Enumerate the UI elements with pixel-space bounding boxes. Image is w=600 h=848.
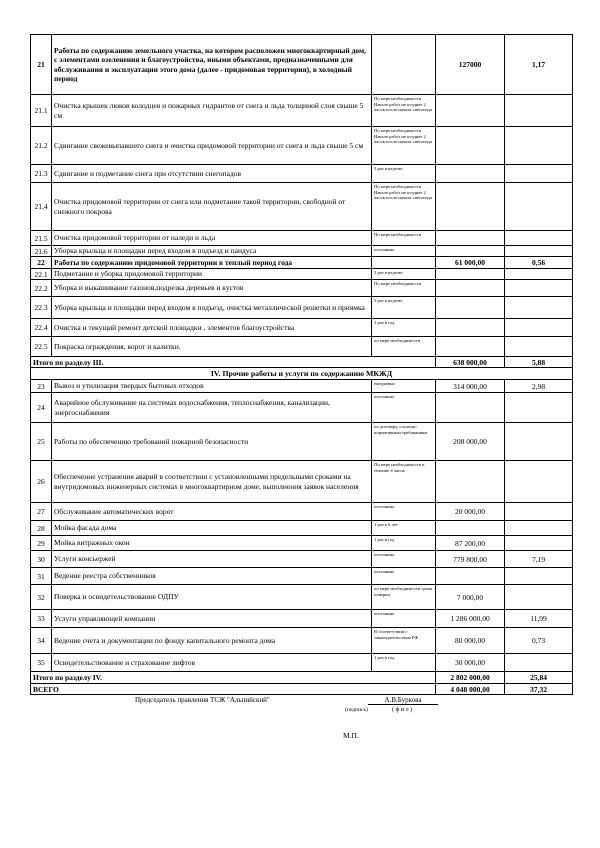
chairman-title: Председатель правления ТСЖ "Альпийский" (135, 696, 270, 704)
row-number: 29 (31, 536, 52, 551)
table-row (31, 610, 573, 628)
signature-caption: (подпись) (345, 707, 368, 713)
service-name: Сдвигание и подметание снега при отсутствии снегопадов (52, 165, 372, 183)
rate-per-sqm (505, 183, 573, 231)
service-periodicity: По мере необходимости (372, 231, 436, 246)
table-row (31, 231, 573, 246)
rate-per-sqm (505, 654, 573, 672)
table-row (31, 297, 573, 319)
service-periodicity: 5 раз в неделю (372, 297, 436, 319)
service-periodicity: постоянно (372, 551, 436, 568)
rate-per-sqm: 11,99 (505, 610, 573, 628)
rate-per-sqm (505, 393, 573, 423)
annual-cost: 1 286 000,00 (436, 610, 505, 628)
annual-cost: 208 000,00 (436, 423, 505, 461)
annual-cost (436, 127, 505, 165)
service-name: Услуги управляющей компании (52, 610, 372, 628)
service-periodicity: В соответствии с законодательством РФ (372, 628, 436, 654)
table-row (31, 393, 573, 423)
annual-cost (436, 269, 505, 280)
rate-per-sqm (505, 95, 573, 127)
rate-per-sqm (505, 280, 573, 297)
row-number: 21.6 (31, 246, 52, 257)
section-title: IV. Прочие работы и услуги по содержанию МКЖД (31, 368, 573, 380)
table-row (31, 628, 573, 654)
service-periodicity: постоянно (372, 246, 436, 257)
service-name: Очистка крышек люков колодцев и пожарных гидрантов от снега и льда толщиной слоя свыше 5 см (52, 95, 372, 127)
rate-per-sqm (505, 521, 573, 536)
annual-cost (436, 246, 505, 257)
annual-cost (436, 521, 505, 536)
table-row (31, 246, 573, 257)
service-periodicity: По мере необходимости Начало работ не позднее 2 часов после начала снегопада (372, 95, 436, 127)
service-periodicity: по договору, согласно нормативным требованиям (372, 423, 436, 461)
services-table (30, 34, 573, 695)
row-number: 22.5 (31, 337, 52, 357)
annual-cost (436, 231, 505, 246)
annual-cost (436, 319, 505, 337)
service-periodicity: ежедневно (372, 380, 436, 393)
service-name: Аварийное обслуживание на системах водоснабжения, теплоснабжения, канализации, энергоснабжения (52, 393, 372, 423)
row-number: 30 (31, 551, 52, 568)
annual-cost (436, 297, 505, 319)
service-periodicity: 5 раз в неделю (372, 165, 436, 183)
total-cost: 4 048 000,00 (436, 684, 505, 695)
row-number: 22.4 (31, 319, 52, 337)
total-label: Итого по разделу III. (31, 357, 436, 368)
service-periodicity: постоянно (372, 393, 436, 423)
stamp-place: М.П. (343, 731, 359, 740)
rate-per-sqm (505, 165, 573, 183)
row-number: 22 (31, 257, 52, 269)
annual-cost (436, 461, 505, 503)
annual-cost: 7 000,00 (436, 585, 505, 610)
annual-cost (436, 337, 505, 357)
total-rate: 5,88 (505, 357, 573, 368)
section-header-row (31, 368, 573, 380)
service-name: Поверка и освидетельствование ОДПУ (52, 585, 372, 610)
total-row (31, 672, 573, 684)
table-row (31, 257, 573, 269)
service-periodicity: 1 раз в год (372, 319, 436, 337)
table-row (31, 127, 573, 165)
table-row (31, 521, 573, 536)
row-number: 27 (31, 503, 52, 521)
chairman-name: А.В.Буркова (368, 696, 438, 705)
service-name: Очистка и текущий ремонт детской площадки , элементов благоустройства (52, 319, 372, 337)
rate-per-sqm (505, 231, 573, 246)
service-name: Сдвигание свежевыпавшего снега и очистка придомовой территории от снега и льда свыше 5 см (52, 127, 372, 165)
service-name: Работы по обеспечению требований пожарной безопасности (52, 423, 372, 461)
service-periodicity (372, 257, 436, 269)
total-label: Итого по разделу IV. (31, 672, 436, 684)
table-row (31, 423, 573, 461)
service-name: Покраска ограждения, ворот и калитки. (52, 337, 372, 357)
total-cost: 638 000,00 (436, 357, 505, 368)
services-table-body (31, 35, 573, 695)
service-name: Ведение счета и документации по фонду капитального ремонта дома (52, 628, 372, 654)
rate-per-sqm (505, 423, 573, 461)
service-name: Уборка крыльца и площадки перед входом в подъезд и пандуса (52, 246, 372, 257)
annual-cost (436, 568, 505, 585)
service-periodicity: 5 раз в неделю (372, 269, 436, 280)
row-number: 21.3 (31, 165, 52, 183)
annual-cost: 80 000,00 (436, 628, 505, 654)
service-periodicity: постоянно (372, 568, 436, 585)
annual-cost (436, 165, 505, 183)
annual-cost: 314 000,00 (436, 380, 505, 393)
row-number: 34 (31, 628, 52, 654)
annual-cost: 127000 (436, 35, 505, 95)
service-periodicity: 1 раз в год (372, 536, 436, 551)
service-name: Работы по содержанию придомовой территории в теплый период года (52, 257, 372, 269)
row-number: 22.3 (31, 297, 52, 319)
service-name: Обслуживание автоматических ворот (52, 503, 372, 521)
service-periodicity: По мере необходимости в течение 4 часов (372, 461, 436, 503)
service-periodicity: по мере необходимости (372, 337, 436, 357)
row-number: 32 (31, 585, 52, 610)
service-name: Мойка витражных окон (52, 536, 372, 551)
service-periodicity: по мере необходимости срока поверки (372, 585, 436, 610)
table-row (31, 568, 573, 585)
service-name: Мойка фасада дома (52, 521, 372, 536)
rate-per-sqm: 7,19 (505, 551, 573, 568)
table-row (31, 183, 573, 231)
row-number: 21.5 (31, 231, 52, 246)
row-number: 31 (31, 568, 52, 585)
service-name: Ведение реестра собственников (52, 568, 372, 585)
rate-per-sqm: 1,17 (505, 35, 573, 95)
rate-per-sqm: 0,56 (505, 257, 573, 269)
row-number: 35 (31, 654, 52, 672)
rate-per-sqm (505, 246, 573, 257)
annual-cost: 30 000,00 (436, 654, 505, 672)
service-name: Подметание и уборка придомовой территории (52, 269, 372, 280)
rate-per-sqm (505, 297, 573, 319)
rate-per-sqm (505, 127, 573, 165)
table-row (31, 95, 573, 127)
total-rate: 37,32 (505, 684, 573, 695)
service-name: Уборка крыльца и площадки перед входом в подъезд, очистка металлической решетки и приямка (52, 297, 372, 319)
table-row (31, 280, 573, 297)
table-row (31, 380, 573, 393)
row-number: 33 (31, 610, 52, 628)
service-periodicity: По мере необходимости Начало работ не позднее 2 часов после начала снегопада (372, 127, 436, 165)
annual-cost (436, 393, 505, 423)
annual-cost: 61 000,00 (436, 257, 505, 269)
table-row (31, 503, 573, 521)
service-name: Очистка придомовой территории от снега или подметание такой территории, свободной от снежного покрова (52, 183, 372, 231)
row-number: 23 (31, 380, 52, 393)
table-row (31, 319, 573, 337)
table-row (31, 536, 573, 551)
service-name: Услуги консьержей (52, 551, 372, 568)
service-name: Обеспечение устранения аварий в соответствии с установленными предельными сроками на внутридомовых инженерных системах в многоквартирном доме, выполнения заявок населения (52, 461, 372, 503)
total-label: ВСЕГО (31, 684, 436, 695)
rate-per-sqm (505, 337, 573, 357)
table-row (31, 654, 573, 672)
annual-cost: 87 200,00 (436, 536, 505, 551)
row-number: 21 (31, 35, 52, 95)
row-number: 21.4 (31, 183, 52, 231)
service-periodicity (372, 35, 436, 95)
total-rate: 25,84 (505, 672, 573, 684)
table-row (31, 35, 573, 95)
rate-per-sqm (505, 568, 573, 585)
service-name: Освидетельствование и страхование лифтов (52, 654, 372, 672)
service-name: Работы по содержанию земельного участка, на котором расположен многоквартирный дом, с элементами озеленения и благоустройства, иными объектами, предназначенными для обслуживания и эксплуатации этого дома (далее - придомовая территория), в холодный период (52, 35, 372, 95)
table-row (31, 269, 573, 280)
rate-per-sqm: 0,73 (505, 628, 573, 654)
service-periodicity: По мере необходимости (372, 280, 436, 297)
rate-per-sqm: 2,98 (505, 380, 573, 393)
table-row (31, 165, 573, 183)
table-row (31, 551, 573, 568)
table-row (31, 337, 573, 357)
rate-per-sqm (505, 319, 573, 337)
rate-per-sqm (505, 585, 573, 610)
rate-per-sqm (505, 269, 573, 280)
service-periodicity: По мере необходимости Начало работ не позднее 2 часов после начала снегопада (372, 183, 436, 231)
row-number: 21.2 (31, 127, 52, 165)
annual-cost (436, 95, 505, 127)
annual-cost (436, 280, 505, 297)
table-row (31, 585, 573, 610)
row-number: 26 (31, 461, 52, 503)
row-number: 22.2 (31, 280, 52, 297)
annual-cost: 779 800,00 (436, 551, 505, 568)
row-number: 25 (31, 423, 52, 461)
service-periodicity: постоянно (372, 610, 436, 628)
total-cost: 2 802 000,00 (436, 672, 505, 684)
service-name: Уборка и выкашивание газонов,подрезка деревьев и кустов (52, 280, 372, 297)
service-periodicity: постоянно (372, 503, 436, 521)
service-name: Вывоз и утилизация твердых бытовых отходов (52, 380, 372, 393)
total-row (31, 684, 573, 695)
row-number: 21.1 (31, 95, 52, 127)
total-row (31, 357, 573, 368)
rate-per-sqm (505, 536, 573, 551)
service-name: Очистка придомовой территории от наледи и льда (52, 231, 372, 246)
annual-cost: 20 000,00 (436, 503, 505, 521)
row-number: 24 (31, 393, 52, 423)
rate-per-sqm (505, 503, 573, 521)
service-periodicity: 1 раз в год (372, 654, 436, 672)
fio-caption: ( ф и о ) (392, 707, 413, 713)
annual-cost (436, 183, 505, 231)
row-number: 28 (31, 521, 52, 536)
table-row (31, 461, 573, 503)
rate-per-sqm (505, 461, 573, 503)
service-periodicity: 1 раз в 6 лет (372, 521, 436, 536)
row-number: 22.1 (31, 269, 52, 280)
